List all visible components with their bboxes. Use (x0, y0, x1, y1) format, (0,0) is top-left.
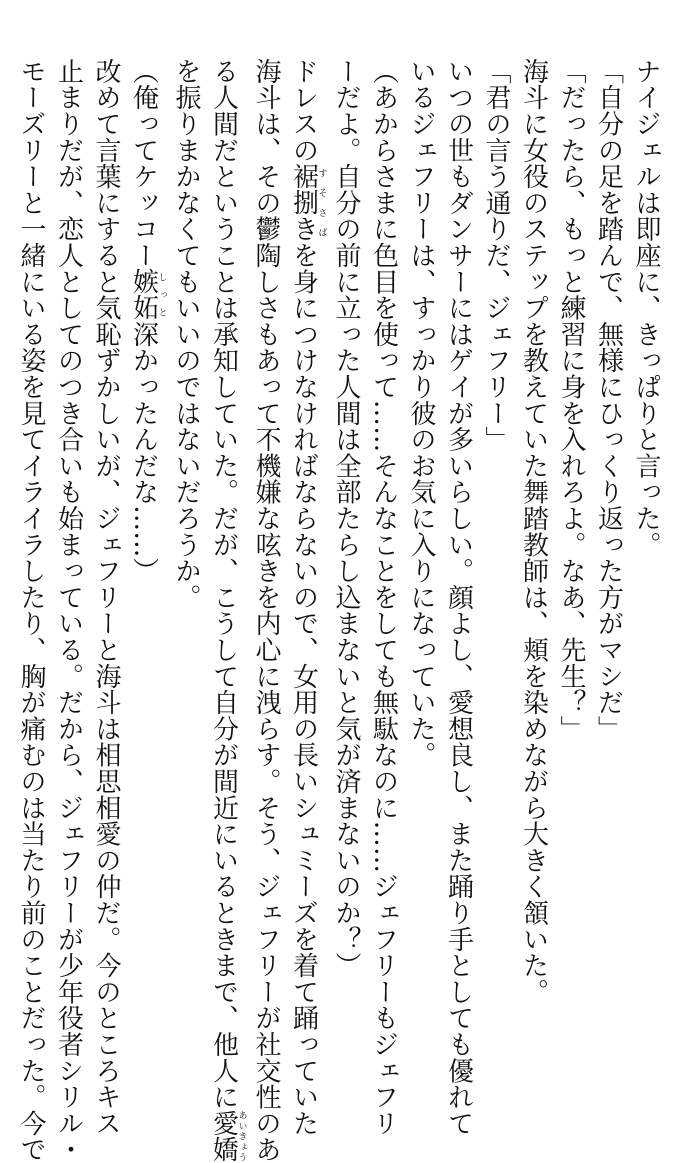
ruby-base: 愛嬌 (208, 1110, 239, 1163)
text-line-12 (204, 58, 247, 1163)
text-segment: る人間だということは承知していた。だが、こうして自分が間近にいるときまで、他人に (208, 58, 239, 1110)
text-line-1: ナイジェルは即座に、きっぱりと言った。 (631, 58, 661, 558)
text-segment: 深かったんだな……） (128, 321, 159, 585)
text-line-5: 「君の言う通りだ、ジェフリー」 (481, 58, 511, 453)
text-line-4: 海斗に女役のステップを教えていた舞踏教師は、頬を染めながら大きく頷いた。 (518, 58, 549, 1005)
text-line-6: いつの世もダンサーにはゲイが多いらしい。顔よし、愛想良し、また踊り手としても優れて (443, 58, 474, 1137)
text-line-14 (124, 58, 167, 958)
text-line-10 (284, 58, 327, 1137)
ruby-base: 裾捌き (288, 163, 319, 243)
ruby-susobaki (288, 163, 327, 243)
text-line-17: モーズリーと一緒にいる姿を見てイライラしたり、胸が痛むのは当たり前のことだった。今で (16, 58, 46, 1163)
text-segment: （俺ってケッコー (128, 58, 159, 269)
text-line-3: 「だったら、もっと練習に身を入れろよ。なあ、先生？」 (556, 58, 586, 742)
text-line-13: を振りまかなくてもいいのではないだろうか。 (171, 58, 201, 611)
text-line-2: 「自分の足を踏んで、無様にひっくり返った方がマシだ」 (593, 58, 624, 742)
ruby-reading: あいきょう (236, 1110, 247, 1163)
text-line-8: （あからさまに色目を使って……そんなことをしても無駄なのに……ジェフリーもジェフリ (368, 58, 399, 1137)
text-line-11: 海斗は、その鬱陶しさもあって不機嫌な呟きを内心に洩らす。そう、ジェフリーが社交性のあ (251, 58, 281, 1163)
text-line-15: 改めて言葉にすると気恥ずかしいが、ジェフリーと海斗は相思相愛の仲だ。今のところキス (91, 58, 121, 1137)
ruby-base: 嫉妬 (128, 268, 159, 322)
text-line-9: ーだよ。自分の前に立った人間は全部たらし込まないと気が済まないのか？） (331, 58, 361, 979)
ruby-reading: すそさば (316, 163, 327, 243)
text-line-16: 止まりだが、恋人としてのつき合いも始まっている。だから、ジェフリーが少年役者シリル・ (53, 58, 84, 1163)
text-line-7: いるジェフリーは、すっかり彼のお気に入りになっていた。 (406, 58, 436, 769)
vertical-text-body (16, 58, 664, 1163)
ruby-shitto (128, 268, 167, 322)
text-segment: ドレスの (288, 58, 319, 164)
ruby-reading: しっと (156, 268, 167, 321)
ruby-aikyou (208, 1110, 247, 1163)
text-segment: を身につけなければならないので、女用の長いシュミーズを着て踊っていた (288, 242, 319, 1137)
